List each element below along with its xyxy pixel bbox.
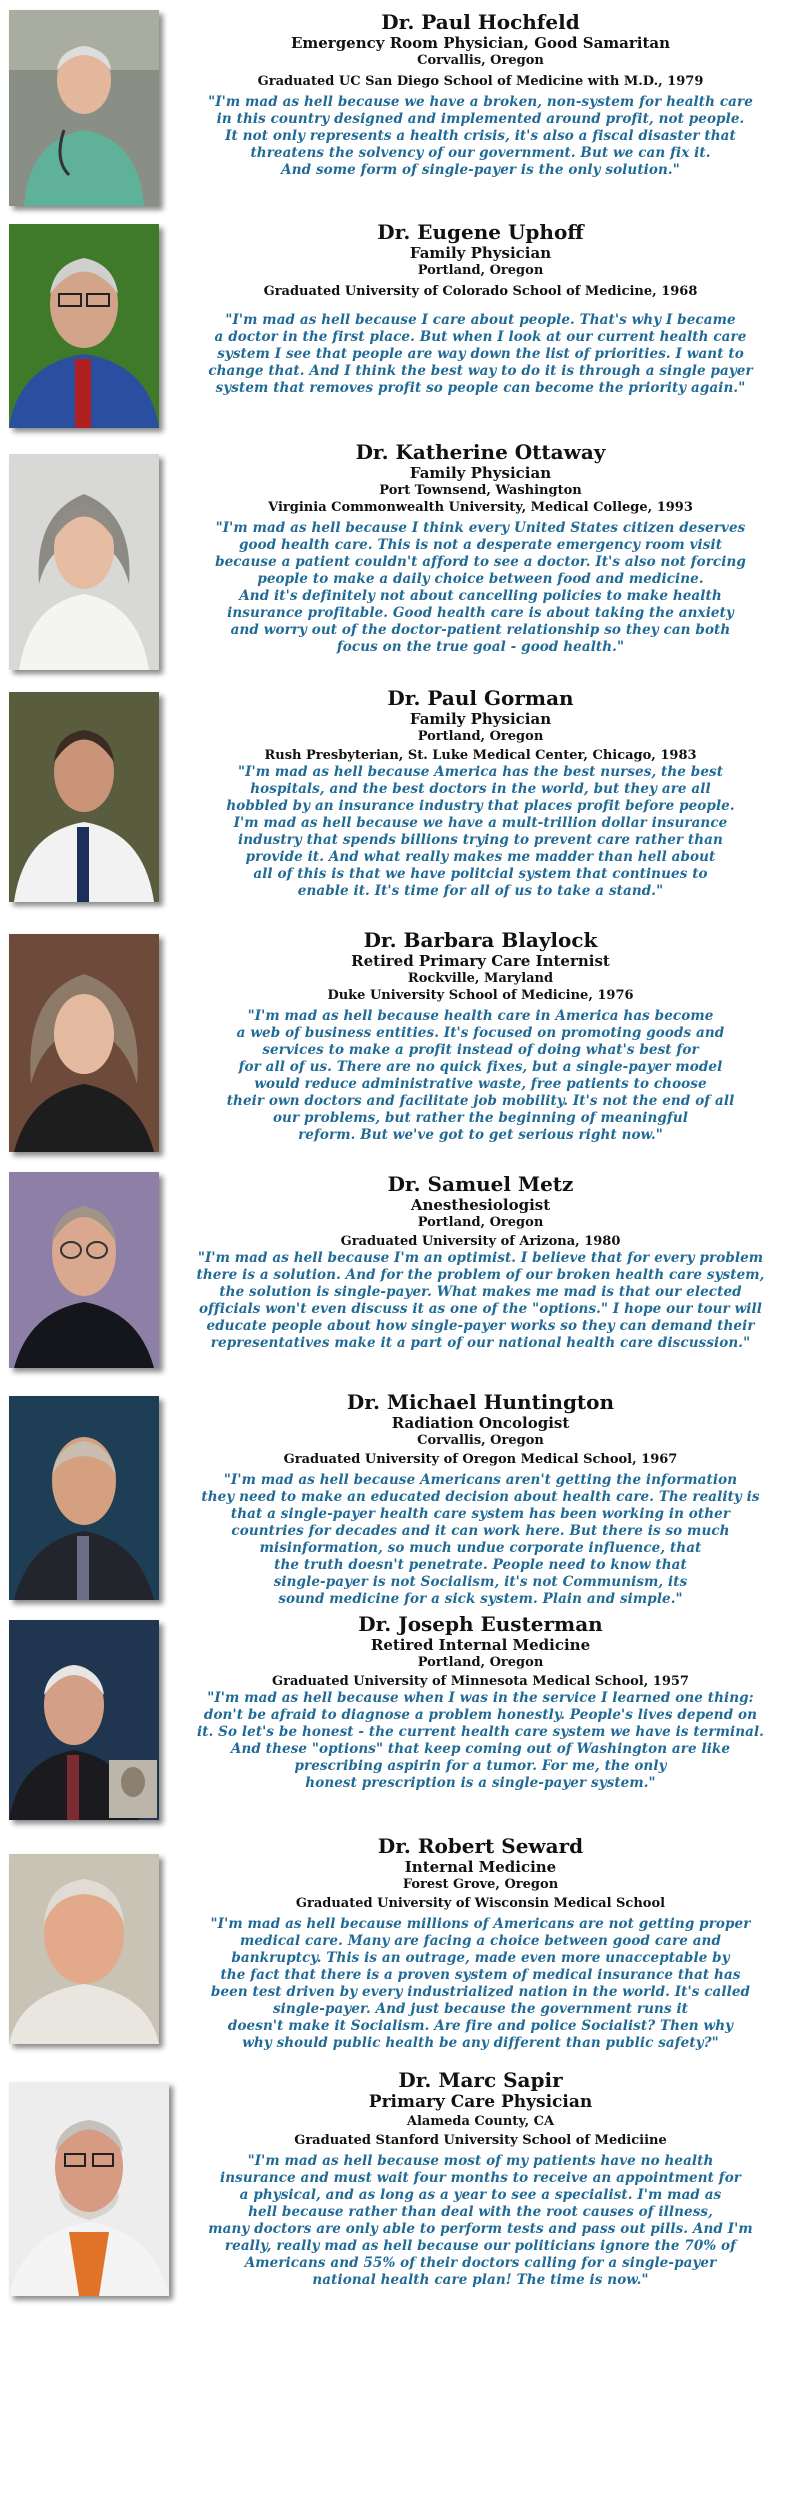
doctor-quote: "I'm mad as hell because I'm an optimist. I believe that for every problem there is a solution. And for the problem of our broken health care system, the solution is single-payer. What makes me mad is that our elected officials won't even discuss it as one of the "options." I hope our tour will educate people about how single-payer works so they can demand their representatives make it a part of our national health care discussion." [196,1250,765,1351]
doctor-quote: "I'm mad as hell because I think every United States citizen deserves good health care. This is not a desperate emergency room visit because a patient couldn't afford to see a doctor. It's also not forcing people to make a daily choice between food and medicine. And it's definitely not about cancelling policies to make health insurance profitable. Good health care is about taking the anxiety and worry out of the doctor-patient relationship so they can both focus on the true goal - good health." [215,520,746,655]
doctor-name: Dr. Samuel Metz [387,1172,574,1196]
doctor-specialty: Internal Medicine [404,1858,557,1876]
doctor-school: Graduated University of Minnesota Medical School, 1957 [272,1674,689,1689]
doctor-specialty: Family Physician [409,244,552,262]
doctor-name: Dr. Michael Huntington [346,1390,615,1414]
doctor-specialty: Retired Internal Medicine [370,1636,591,1654]
doctor-location: Corvallis, Oregon [417,1433,544,1448]
doctor-quote: "I'm mad as hell because Americans aren't getting the information they need to make an educated decision about health care. The reality is that a single-payer health care system has been working in other countries for decades and it can work here. But there is so much misinformation, so much undue corporate influence, that the truth doesn't penetrate. People need to know that single-payer is not Socialism, it's not Communism, its sound medicine for a sick system. Plain and simple." [201,1472,760,1607]
doctor-school: Graduated University of Oregon Medical School, 1967 [283,1452,678,1467]
doctor-location: Rockville, Maryland [407,971,554,986]
doctor-location: Corvallis, Oregon [417,53,544,68]
doctor-photo [9,1172,159,1368]
doctor-school: Rush Presbyterian, St. Luke Medical Center, Chicago, 1983 [264,748,697,763]
doctor-name: Dr. Joseph Eusterman [358,1612,603,1636]
doctor-name: Dr. Katherine Ottaway [355,440,606,464]
doctor-school: Duke University School of Medicine, 1976 [327,988,634,1003]
doctor-quote: "I'm mad as hell because when I was in the service I learned one thing: don't be afraid to diagnose a problem honestly. People's lives depend on it. So let's be honest - the current health care system we have is terminal. And these "options" that keep coming out of Washington are like prescribing aspirin for a tumor. For me, the only honest prescription is a single-payer system." [197,1690,764,1791]
doctor-quote: "I'm mad as hell because I care about people. That's why I became a doctor in the first place. But when I look at our current health care system I see that people are way down the list of priorities. I want to change that. And I think the best way to do it is through a single payer system that removes profit so people can become the priority again." [208,312,753,396]
doctor-specialty: Retired Primary Care Internist [351,952,610,970]
doctor-photo [9,934,159,1152]
doctor-specialty: Radiation Oncologist [391,1414,570,1432]
doctor-school: Graduated University of Arizona, 1980 [340,1234,621,1249]
doctor-photo [9,1396,159,1600]
doctor-school: Graduated University of Colorado School of Medicine, 1968 [263,284,698,299]
doctor-location: Portland, Oregon [417,1655,544,1670]
doctor-name: Dr. Robert Seward [377,1834,584,1858]
doctor-specialty: Family Physician [409,710,552,728]
doctor-location: Portland, Oregon [417,1215,544,1230]
doctor-quote: "I'm mad as hell because we have a broken, non-system for health care in this country designed and implemented around profit, not people. It not only represents a health crisis, it's also a fiscal disaster that threatens the solvency of our government. But we can fix it. And some form of single-payer is the only solution." [208,94,753,178]
doctor-photo [9,692,159,902]
doctor-quote: "I'm mad as hell because millions of Americans are not getting proper medical care. Many are facing a choice between good care and bankruptcy. This is an outrage, made even more unacceptable by the fact that there is a proven system of medical insurance that has been test driven by every industrialized nation in the world. It's called single-payer. And just because the government runs it doesn't make it Socialism. Are fire and police Socialist? Then why why should public health be any different than public safety?" [210,1916,751,2051]
doctor-specialty: Primary Care Physician [368,2092,593,2112]
doctor-photo [9,1854,159,2044]
doctor-photo [9,10,159,206]
doctor-school: Graduated Stanford University School of Mediciine [294,2133,667,2148]
doctor-location: Forest Grove, Oregon [402,1877,559,1892]
doctor-location: Alameda County, CA [406,2114,555,2129]
doctor-specialty: Emergency Room Physician, Good Samaritan [290,34,671,52]
doctor-photo [9,224,159,428]
doctor-name: Dr. Paul Gorman [387,686,574,710]
doctor-photo [9,1620,159,1820]
doctor-quote: "I'm mad as hell because health care in America has become a web of business entities. It's focused on promoting goods and services to make a profit instead of doing what's best for for all of us. There are no quick fixes, but a single-payer model would reduce administrative waste, free patients to choose their own doctors and facilitate job mobility. It's not the end of all our problems, but rather the beginning of meaningful reform. But we've got to get serious right now." [226,1008,735,1143]
doctor-quote: "I'm mad as hell because most of my patients have no health insurance and must wait four months to receive an appointment for a physical, and as long as a year to see a specialist. I'm mad as hell because rather than deal with the root causes of illness, many doctors are only able to perform tests and pass out pills. And I'm really, really mad as hell because our politicians ignore the 70% of Americans and 55% of their doctors calling for a single-payer national health care plan! The time is now." [208,2153,753,2288]
doctor-specialty: Anesthesiologist [410,1196,551,1214]
doctor-location: Port Townsend, Washington [379,483,582,498]
doctor-photo [9,2082,169,2296]
doctor-photo [9,454,159,670]
doctor-name: Dr. Barbara Blaylock [363,928,598,952]
doctor-specialty: Family Physician [409,464,552,482]
doctor-name: Dr. Marc Sapir [398,2068,563,2092]
doctor-quote: "I'm mad as hell because America has the best nurses, the best hospitals, and the best doctors in the world, but they are all hobbled by an insurance industry that places profit before people. I'm mad as hell because we have a mult-trillion dollar insurance industry that spends billions trying to prevent care rather than provide it. And what really makes me madder than hell about all of this is that we have politcial system that continues to enable it. It's time for all of us to take a stand." [226,764,735,899]
doctor-school: Graduated UC San Diego School of Medicine with M.D., 1979 [257,74,704,89]
doctor-location: Portland, Oregon [417,729,544,744]
doctor-name: Dr. Paul Hochfeld [381,10,580,34]
doctor-name: Dr. Eugene Uphoff [377,220,584,244]
doctor-location: Portland, Oregon [417,263,544,278]
doctor-school: Graduated University of Wisconsin Medical School [295,1896,666,1911]
doctor-school: Virginia Commonwealth University, Medical College, 1993 [268,500,693,515]
